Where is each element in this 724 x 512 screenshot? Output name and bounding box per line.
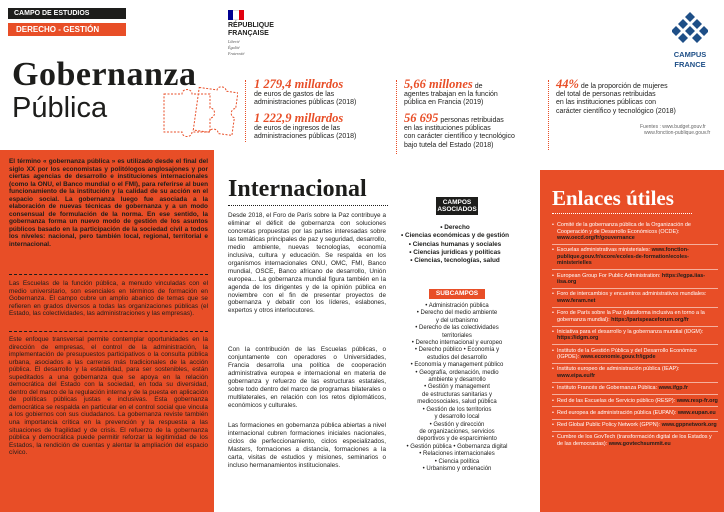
list-item: • Derecho [440, 224, 470, 231]
associated-fields-list [390, 224, 520, 265]
link-item [552, 398, 718, 408]
link-url[interactable]: www.ifgp.fr [658, 385, 688, 392]
list-item: • Derecho de las colectividades [415, 325, 499, 332]
rf-name-line2: FRANÇAISE [228, 30, 269, 37]
page-title: Gobernanza [12, 56, 197, 93]
list-item: • Ciencias jurídicas y políticas [409, 248, 501, 256]
link-description: Foro de París sobre la Paz (plataforma inclusiva en torno a la gobernanza mundial): [557, 310, 705, 323]
link-item [552, 385, 718, 395]
list-item: • Ciencias humanas y sociales [408, 240, 502, 248]
stat-separator [245, 80, 246, 142]
list-item: • Relaciones internacionales [419, 451, 495, 458]
stat-text: de euros de gastos de las [254, 91, 335, 99]
link-item [552, 422, 718, 432]
link-description: Red europea de administración pública (EUPAN): [557, 409, 677, 416]
stat-expenses [254, 77, 389, 108]
tag-line: ASOCIADOS [437, 206, 477, 213]
stat-text: administraciones públicas (2018) [254, 133, 357, 141]
link-description: European Group For Public Administration: [557, 272, 661, 279]
link-url[interactable]: www.oecd.org/fr/gouvernance [557, 235, 635, 241]
list-item: • Ciencias, tecnologías, salud [410, 257, 500, 265]
list-item: • Gestión pública • Gobernanza digital [406, 443, 508, 450]
list-item: y desarrollo local [434, 414, 480, 421]
link-description: Instituto de la Gestión Pública y del Desarrollo Económico (IGPDE): [557, 347, 697, 361]
link-url[interactable]: www.gppnetwork.org [661, 422, 717, 429]
sources-note [640, 124, 715, 136]
useful-links-list [552, 222, 718, 452]
dashed-divider [9, 331, 208, 332]
subject-badge: DERECHO - GESTIÓN [8, 23, 126, 36]
stat-separator [548, 80, 549, 150]
link-url[interactable]: www.resp-fr.org [676, 397, 718, 404]
international-paragraph: Las formaciones en gobernanza pública abiertas a nivel internacional cubren formaciones iniciales nacionales, ciclos de perfeccionamiento, ciclos especializados, Masters, formaciones a distancia, formaciones a la carta, visitas de estudios y misiones, seminarios o incluso hermanamientos institucionales. [228, 422, 386, 469]
stat-inline: personas retribuidas [440, 117, 504, 124]
link-url[interactable]: www.feram.net [557, 297, 596, 304]
link-item [552, 410, 718, 420]
stat-civil-servants [404, 77, 536, 108]
rf-motto-1: Liberté [228, 39, 240, 44]
link-item [552, 291, 718, 307]
link-item [552, 273, 718, 289]
dashed-divider [9, 274, 208, 275]
stat-value: 44% [556, 77, 579, 91]
list-item: • Gestión y management [424, 384, 490, 391]
link-description: Red Global Public Policy Network (GPPN): [557, 422, 661, 429]
list-item: • Derecho internacional y europeo [411, 340, 503, 347]
list-item: ambiente y desarrollo [428, 377, 486, 384]
link-item [552, 329, 718, 345]
useful-links-heading: Enlaces útiles [552, 186, 674, 210]
list-item: • Gestión de los territorios [422, 406, 492, 413]
campus-france-line2: FRANCE [674, 60, 706, 69]
link-url[interactable]: www.govtechsummit.eu [608, 440, 671, 447]
puzzle-illustration [160, 84, 238, 142]
list-item: • Ciencia política [434, 458, 480, 465]
link-url[interactable]: www.eipa.eu/fr [557, 372, 596, 379]
republique-francaise-logo [228, 10, 288, 58]
campus-france-emblem-icon [672, 10, 708, 44]
international-paragraph: Con la contribución de las Escuelas públicas, o conjuntamente con operadores o Universidades, Francia desarrolla una política de cooperación administrativa europea e internacional en materia de gobernanza y refuerzo de las estructuras estatales, sobre todo dentro del marco de programas bilaterales o multilaterales, en relación con los retos diplomáticos, económicos y culturales. [228, 346, 386, 409]
intro-schools: Las Escuelas de la función pública, a menudo vinculadas con el medio universitario, son esenciales en términos de formación en Gobernanza. El campo cubre un amplio abanico de temas que se refieren en grados diversos a todas las organizaciones públicas (el Estado, las colectividades, las administraciones y las empresas). [9, 280, 208, 318]
stat-text: de euros de ingresos de las [254, 125, 340, 133]
link-description: Instituto europeo de administración pública (IEAP): [557, 366, 680, 373]
international-paragraph: Desde 2018, el Foro de París sobre la Paz contribuye a eliminar el déficit de gobernanza con soluciones concretas propuestas por las partes interesadas sobre las temáticas principales de paz y seguridad, desarrollo, medio ambiente, nuevas tecnologías, economía inclusiva, cultura y educación. Se respalda en los organismos internacionales ONU, OMC, FMI, Banco mundial, OSCE, Banco africano de desarrollo, Unión europea... La gobernanza mundial figura también en la agenda de los dirigentes y de la opinión pública en noviembre con el fin de presentar proyectos de gobernanza y debatir con los líderes, eslabones, expertos y otros interlocutores. [228, 212, 386, 315]
link-description: Escuelas administrativas ministeriales: [557, 247, 651, 254]
link-url[interactable]: www.economie.gouv.fr/igpde [580, 354, 656, 361]
rf-motto-3: Fraternité [228, 51, 245, 56]
source-link[interactable]: www.fonction-publique.gouv.fr [644, 130, 711, 136]
stat-text: pública en Francia (2019) [404, 99, 484, 107]
associated-fields-tag [436, 197, 478, 215]
french-flag-icon [228, 10, 244, 20]
link-item [552, 366, 718, 382]
link-item [552, 348, 718, 364]
rf-name-line1: RÉPUBLIQUE [228, 22, 274, 29]
stat-text: del total de personas retribuidas [556, 91, 656, 99]
link-item [552, 247, 718, 270]
link-url[interactable]: www.fonction-publique.gouv.fr/score/ecoles-de-formation/ecoles-ministerielles [557, 247, 689, 267]
list-item: • Ciencias económicas y de gestión [400, 232, 510, 240]
link-description: Red de las Escuelas de Servicio público (RESP): [557, 397, 676, 404]
link-url[interactable]: www.eupan.eu [677, 409, 716, 416]
source-link[interactable]: www.budget.gouv.fr [662, 124, 706, 130]
stat-separator [396, 80, 397, 154]
link-description: Cumbre de los GovTech (transformación digital de los Estados y de las democracias): [557, 434, 712, 447]
list-item: • Derecho público • Economía y [414, 347, 500, 354]
stat-scientific-staff [404, 111, 538, 150]
link-url[interactable]: https://parispeaceforum.org/fr [611, 316, 689, 323]
list-item: territoriales [442, 332, 472, 339]
list-item: de organizaciones, servicios [419, 428, 495, 435]
link-url[interactable]: https://idgm.org [557, 335, 599, 342]
subfields-list [390, 303, 524, 473]
list-item: y del urbanismo [435, 317, 479, 324]
international-heading: Internacional [228, 176, 367, 202]
tag-line: CAMPOS [442, 199, 472, 206]
stat-text: carácter científico y tecnológico (2018) [556, 107, 676, 115]
stat-value: 5,66 millones [404, 77, 473, 91]
field-of-study-badge: CAMPO DE ESTUDIOS [8, 8, 126, 19]
subfields-tag: SUBCAMPOS [429, 289, 485, 299]
stat-text: bajo tutela del Estado (2018) [404, 141, 494, 149]
list-item: estudios del desarrollo [426, 354, 488, 361]
intro-definition: El término « gobernanza pública » es utilizado desde el final del siglo XX por los economistas y politólogos anglosajones y por ciertas agencias de desarrollo e instituciones internacionales (como la ONU, el Banco mundial o el FMI), para referirse al buen funcionamiento de la institución y la calidad de su acción en el espacio social. La gobernanza luego fue asociada a la elaboración de nuevas técnicas de gobernanza y a un modo consensual de formulación de la norma. En ese sentido, la gobernanza forma un nuevo modo de gestión de los asuntos públicos basado en la participación de la sociedad civil a todos los niveles: nacional, pero también local, regional, territorial e internacional. [9, 158, 208, 249]
sources-label: Fuentes : [640, 124, 661, 130]
stat-women-share [556, 77, 706, 116]
stat-value: 56 695 [404, 111, 439, 125]
link-description: Iniciativa para el desarrollo y la gobernanza mundial (IDGM): [557, 328, 704, 335]
list-item: • Administración pública [425, 303, 489, 309]
dotted-divider [552, 213, 692, 214]
campus-france-line1: CAMPUS [673, 50, 707, 59]
link-item [552, 310, 718, 326]
stat-inline: de [474, 83, 483, 90]
intro-panel [0, 150, 214, 512]
stat-value: 1 279,4 millardos [254, 77, 344, 91]
stat-revenues [254, 111, 389, 142]
link-item [552, 434, 718, 449]
list-item: medicosociales, salud pública [417, 399, 497, 406]
link-url[interactable]: https://egpa.iias-iisa.org [557, 272, 706, 286]
campus-france-logo [662, 10, 718, 69]
stat-text: con carácter científico y tecnológico [404, 133, 515, 141]
list-item: deportivos y de esparcimiento [417, 436, 497, 443]
list-item: • Gestión y dirección [429, 421, 485, 428]
link-description: Foro de intercambios y encuentros administrativos mundiales: [557, 291, 707, 298]
list-item: • Geografía, ordenación, medio [415, 369, 499, 376]
stat-text: en las instituciones públicas [404, 125, 491, 133]
list-item: • Economía y management público [410, 362, 504, 369]
stat-inline: de la proporción de mujeres [580, 83, 668, 90]
stat-text: administraciones públicas (2018) [254, 99, 357, 107]
list-item: • Urbanismo y ordenación [422, 465, 492, 472]
page-subtitle: Pública [12, 92, 108, 124]
link-item [552, 222, 718, 245]
link-description: Comité de la gobernanza pública de la Organización de Cooperación y de Desarrollo Económicos (OCDE): [557, 222, 691, 235]
dotted-divider [228, 205, 388, 206]
rf-motto-2: Égalité [228, 45, 240, 50]
list-item: • Derecho del medio ambiente [416, 310, 498, 317]
stat-text: en las instituciones públicas con [556, 99, 657, 107]
stat-value: 1 222,9 millardos [254, 111, 344, 125]
stat-text: agentes trabajan en la función [404, 91, 498, 99]
link-description: Instituto Francés de Gobernanza Pública: [557, 385, 658, 392]
intro-approach: Este enfoque transversal permite contemplar oportunidades en la dirección de empresas, el control de la administración, la implementación de presupuestos participativos o la consulta pública urbana, asociados a las carreras más tradicionales de la acción pública. El desarrollo y la estabilidad, para ser sostenibles, están supeditados a una gobernanza que se apoya en la relación democrática del Estado con la sociedad, en toda su diversidad, dentro del marco de la regulación interna y de la puesta en aplicación de políticas públicas justas e inclusivas. Esta gobernanza democrática se respalda en particular en el control social que vincula a los gobiernos con sus ciudadanos. La gobernanza reviste también una importancia crítica en la prevención y la respuesta a las situaciones de fragilidad y de crisis. El refuerzo de la gobernanza pública y democrática puede permitir reforzar la legitimidad de los Estados, la rendición de cuentas y alentar la ampliación del espacio cívico. [9, 336, 208, 457]
list-item: de estructuras sanitarias y [421, 391, 493, 398]
